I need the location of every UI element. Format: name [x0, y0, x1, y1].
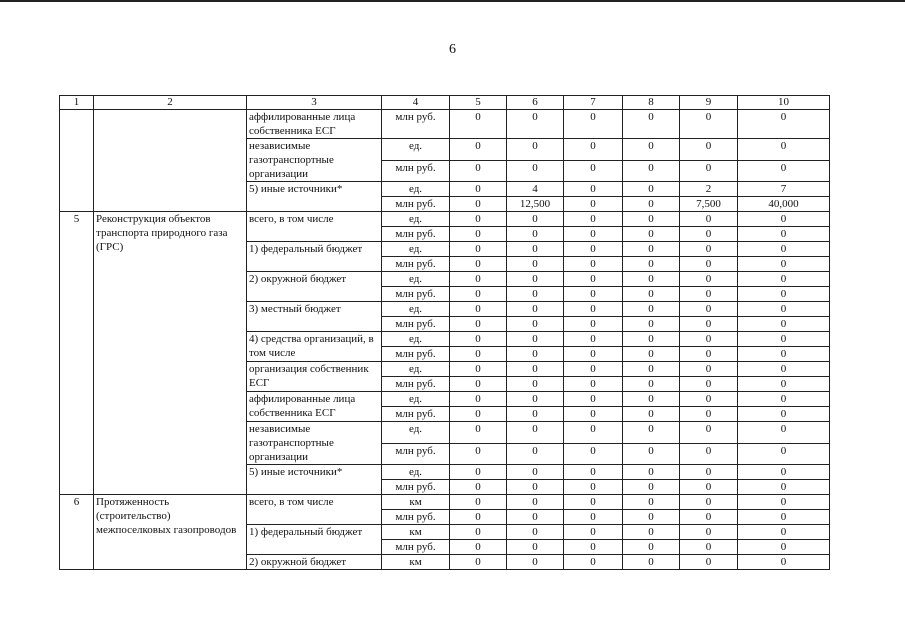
row-number-cell: 5: [60, 212, 94, 495]
header-cell: 8: [623, 96, 680, 110]
unit-cell: млн руб.: [382, 317, 450, 332]
table-row: [60, 212, 830, 227]
unit-cell: млн руб.: [382, 480, 450, 495]
unit-cell: млн руб.: [382, 227, 450, 242]
value-cell: 0: [507, 227, 564, 242]
value-cell: 0: [507, 272, 564, 287]
value-cell: 0: [738, 465, 830, 480]
header-cell: 9: [680, 96, 738, 110]
value-cell: 0: [738, 242, 830, 257]
value-cell: 0: [623, 443, 680, 465]
value-cell: 0: [680, 287, 738, 302]
value-cell: 0: [623, 160, 680, 182]
value-cell: 0: [680, 302, 738, 317]
value-cell: 0: [564, 287, 623, 302]
value-cell: 0: [623, 465, 680, 480]
value-cell: 0: [738, 227, 830, 242]
value-cell: 0: [450, 525, 507, 540]
value-cell: 0: [738, 525, 830, 540]
value-cell: 7: [738, 182, 830, 197]
value-cell: 0: [450, 495, 507, 510]
value-cell: 0: [738, 377, 830, 392]
value-cell: 12,500: [507, 197, 564, 212]
value-cell: 0: [507, 443, 564, 465]
value-cell: 0: [623, 510, 680, 525]
value-cell: 0: [507, 302, 564, 317]
value-cell: 0: [564, 139, 623, 161]
row-number-cell: [60, 110, 94, 212]
indicator-name-cell: Реконструкция объектов транспорта природного газа (ГРС): [94, 212, 247, 495]
value-cell: 0: [450, 272, 507, 287]
value-cell: 0: [564, 110, 623, 139]
value-cell: 0: [450, 110, 507, 139]
value-cell: 0: [680, 272, 738, 287]
value-cell: 0: [738, 422, 830, 444]
unit-cell: км: [382, 495, 450, 510]
value-cell: 0: [564, 227, 623, 242]
unit-cell: млн руб.: [382, 540, 450, 555]
value-cell: 0: [507, 160, 564, 182]
funding-source-cell: 5) иные источники*: [247, 465, 382, 495]
value-cell: 0: [564, 257, 623, 272]
funding-source-cell: аффилированные лица собственника ЕСГ: [247, 110, 382, 139]
value-cell: 0: [738, 332, 830, 347]
value-cell: 0: [623, 272, 680, 287]
funding-source-cell: аффилированные лица собственника ЕСГ: [247, 392, 382, 422]
value-cell: 0: [450, 197, 507, 212]
unit-cell: млн руб.: [382, 287, 450, 302]
value-cell: 0: [450, 347, 507, 362]
unit-cell: млн руб.: [382, 197, 450, 212]
value-cell: 0: [564, 510, 623, 525]
value-cell: 0: [450, 555, 507, 570]
value-cell: 0: [738, 392, 830, 407]
value-cell: 0: [450, 139, 507, 161]
funding-source-cell: 1) федеральный бюджет: [247, 525, 382, 555]
value-cell: 0: [623, 257, 680, 272]
table-row: [60, 495, 830, 510]
unit-cell: ед.: [382, 362, 450, 377]
value-cell: 0: [450, 480, 507, 495]
unit-cell: ед.: [382, 465, 450, 480]
value-cell: 0: [564, 242, 623, 257]
value-cell: 4: [507, 182, 564, 197]
unit-cell: млн руб.: [382, 377, 450, 392]
header-cell: 3: [247, 96, 382, 110]
value-cell: 0: [680, 257, 738, 272]
value-cell: 0: [738, 212, 830, 227]
value-cell: 0: [564, 212, 623, 227]
value-cell: 0: [507, 347, 564, 362]
unit-cell: млн руб.: [382, 160, 450, 182]
unit-cell: млн руб.: [382, 407, 450, 422]
funding-source-cell: независимые газотранспортные организации: [247, 139, 382, 182]
value-cell: 0: [507, 332, 564, 347]
value-cell: 0: [564, 302, 623, 317]
value-cell: 0: [450, 242, 507, 257]
value-cell: 0: [564, 392, 623, 407]
value-cell: 0: [450, 362, 507, 377]
value-cell: 0: [623, 110, 680, 139]
value-cell: 0: [623, 422, 680, 444]
funding-source-cell: всего, в том числе: [247, 212, 382, 242]
value-cell: 0: [623, 495, 680, 510]
value-cell: 0: [450, 182, 507, 197]
value-cell: 0: [450, 332, 507, 347]
value-cell: 0: [450, 302, 507, 317]
value-cell: 0: [623, 212, 680, 227]
value-cell: 0: [623, 287, 680, 302]
value-cell: 0: [564, 197, 623, 212]
top-border-line: [0, 0, 905, 2]
unit-cell: ед.: [382, 182, 450, 197]
value-cell: 0: [623, 139, 680, 161]
value-cell: 0: [450, 540, 507, 555]
value-cell: 0: [623, 182, 680, 197]
value-cell: 0: [680, 465, 738, 480]
value-cell: 0: [623, 377, 680, 392]
funding-source-cell: независимые газотранспортные организации: [247, 422, 382, 465]
value-cell: 0: [738, 510, 830, 525]
value-cell: 0: [738, 257, 830, 272]
value-cell: 0: [507, 495, 564, 510]
value-cell: 0: [507, 287, 564, 302]
value-cell: 0: [680, 110, 738, 139]
value-cell: 0: [507, 377, 564, 392]
value-cell: 0: [680, 510, 738, 525]
value-cell: 0: [507, 110, 564, 139]
value-cell: 0: [680, 317, 738, 332]
value-cell: 0: [450, 392, 507, 407]
value-cell: 0: [507, 465, 564, 480]
value-cell: 0: [623, 197, 680, 212]
funding-source-cell: 2) окружной бюджет: [247, 272, 382, 302]
unit-cell: ед.: [382, 272, 450, 287]
value-cell: 0: [564, 540, 623, 555]
value-cell: 0: [564, 555, 623, 570]
value-cell: 0: [680, 332, 738, 347]
funding-source-cell: 5) иные источники*: [247, 182, 382, 212]
value-cell: 0: [680, 347, 738, 362]
value-cell: 0: [680, 525, 738, 540]
value-cell: 0: [738, 480, 830, 495]
value-cell: 0: [680, 555, 738, 570]
page-number: 6: [449, 42, 456, 57]
value-cell: 0: [738, 443, 830, 465]
value-cell: 0: [623, 362, 680, 377]
value-cell: 0: [507, 242, 564, 257]
value-cell: 0: [564, 317, 623, 332]
header-cell: 4: [382, 96, 450, 110]
unit-cell: млн руб.: [382, 257, 450, 272]
value-cell: 0: [507, 555, 564, 570]
unit-cell: млн руб.: [382, 443, 450, 465]
value-cell: 0: [738, 540, 830, 555]
value-cell: 0: [680, 227, 738, 242]
value-cell: 0: [738, 407, 830, 422]
value-cell: 0: [564, 377, 623, 392]
value-cell: 0: [564, 525, 623, 540]
unit-cell: ед.: [382, 392, 450, 407]
value-cell: 0: [738, 495, 830, 510]
row-number-cell: 6: [60, 495, 94, 570]
value-cell: 0: [623, 227, 680, 242]
unit-cell: млн руб.: [382, 347, 450, 362]
value-cell: 0: [507, 362, 564, 377]
value-cell: 0: [564, 332, 623, 347]
value-cell: 0: [450, 160, 507, 182]
value-cell: 0: [623, 242, 680, 257]
value-cell: 0: [680, 392, 738, 407]
unit-cell: ед.: [382, 139, 450, 161]
value-cell: 0: [507, 257, 564, 272]
value-cell: 0: [738, 139, 830, 161]
value-cell: 0: [564, 422, 623, 444]
value-cell: 0: [450, 422, 507, 444]
header-cell: 10: [738, 96, 830, 110]
value-cell: 0: [738, 347, 830, 362]
value-cell: 0: [623, 540, 680, 555]
value-cell: 0: [680, 443, 738, 465]
value-cell: 0: [507, 525, 564, 540]
value-cell: 0: [623, 332, 680, 347]
unit-cell: км: [382, 555, 450, 570]
unit-cell: млн руб.: [382, 510, 450, 525]
value-cell: 0: [507, 422, 564, 444]
header-cell: 1: [60, 96, 94, 110]
value-cell: 0: [564, 182, 623, 197]
value-cell: 0: [680, 139, 738, 161]
value-cell: 0: [450, 212, 507, 227]
value-cell: 0: [738, 287, 830, 302]
value-cell: 0: [564, 362, 623, 377]
value-cell: 0: [507, 407, 564, 422]
header-cell: 7: [564, 96, 623, 110]
value-cell: 0: [564, 443, 623, 465]
funding-source-cell: 1) федеральный бюджет: [247, 242, 382, 272]
funding-source-cell: 3) местный бюджет: [247, 302, 382, 332]
value-cell: 0: [507, 392, 564, 407]
value-cell: 40,000: [738, 197, 830, 212]
value-cell: 0: [738, 272, 830, 287]
value-cell: 0: [450, 287, 507, 302]
value-cell: 7,500: [680, 197, 738, 212]
value-cell: 0: [623, 525, 680, 540]
value-cell: 0: [450, 257, 507, 272]
value-cell: 0: [680, 377, 738, 392]
value-cell: 0: [507, 212, 564, 227]
value-cell: 0: [738, 317, 830, 332]
header-row: [60, 96, 830, 110]
header-cell: 2: [94, 96, 247, 110]
unit-cell: ед.: [382, 212, 450, 227]
table-row: [60, 110, 830, 139]
value-cell: 0: [450, 317, 507, 332]
value-cell: 0: [564, 160, 623, 182]
value-cell: 0: [623, 317, 680, 332]
value-cell: 0: [738, 110, 830, 139]
value-cell: 0: [623, 480, 680, 495]
value-cell: 0: [564, 465, 623, 480]
value-cell: 0: [507, 510, 564, 525]
header-cell: 6: [507, 96, 564, 110]
value-cell: 0: [450, 227, 507, 242]
funding-source-cell: 2) окружной бюджет: [247, 555, 382, 570]
value-cell: 0: [738, 302, 830, 317]
funding-source-cell: всего, в том числе: [247, 495, 382, 525]
value-cell: 0: [507, 317, 564, 332]
value-cell: 0: [450, 443, 507, 465]
unit-cell: км: [382, 525, 450, 540]
value-cell: 0: [680, 480, 738, 495]
value-cell: 0: [680, 242, 738, 257]
unit-cell: ед.: [382, 332, 450, 347]
unit-cell: ед.: [382, 302, 450, 317]
value-cell: 0: [564, 347, 623, 362]
value-cell: 0: [507, 480, 564, 495]
value-cell: 0: [450, 377, 507, 392]
value-cell: 0: [680, 540, 738, 555]
value-cell: 0: [680, 407, 738, 422]
unit-cell: ед.: [382, 242, 450, 257]
value-cell: 0: [623, 347, 680, 362]
value-cell: 0: [564, 407, 623, 422]
value-cell: 0: [450, 465, 507, 480]
indicator-name-cell: [94, 110, 247, 212]
value-cell: 0: [507, 540, 564, 555]
value-cell: 0: [450, 510, 507, 525]
value-cell: 0: [564, 480, 623, 495]
value-cell: 0: [738, 362, 830, 377]
value-cell: 0: [623, 392, 680, 407]
value-cell: 0: [507, 139, 564, 161]
funding-source-cell: 4) средства организаций, в том числе: [247, 332, 382, 362]
program-indicators-table: [59, 95, 830, 570]
value-cell: 0: [738, 160, 830, 182]
value-cell: 0: [680, 362, 738, 377]
value-cell: 0: [738, 555, 830, 570]
value-cell: 0: [564, 495, 623, 510]
value-cell: 0: [623, 302, 680, 317]
value-cell: 0: [450, 407, 507, 422]
value-cell: 0: [564, 272, 623, 287]
header-cell: 5: [450, 96, 507, 110]
value-cell: 2: [680, 182, 738, 197]
value-cell: 0: [680, 495, 738, 510]
unit-cell: ед.: [382, 422, 450, 444]
value-cell: 0: [680, 212, 738, 227]
value-cell: 0: [680, 160, 738, 182]
funding-source-cell: организация собственник ЕСГ: [247, 362, 382, 392]
value-cell: 0: [680, 422, 738, 444]
indicator-name-cell: Протяженность (строительство) межпоселковых газопроводов: [94, 495, 247, 570]
value-cell: 0: [623, 407, 680, 422]
unit-cell: млн руб.: [382, 110, 450, 139]
value-cell: 0: [623, 555, 680, 570]
